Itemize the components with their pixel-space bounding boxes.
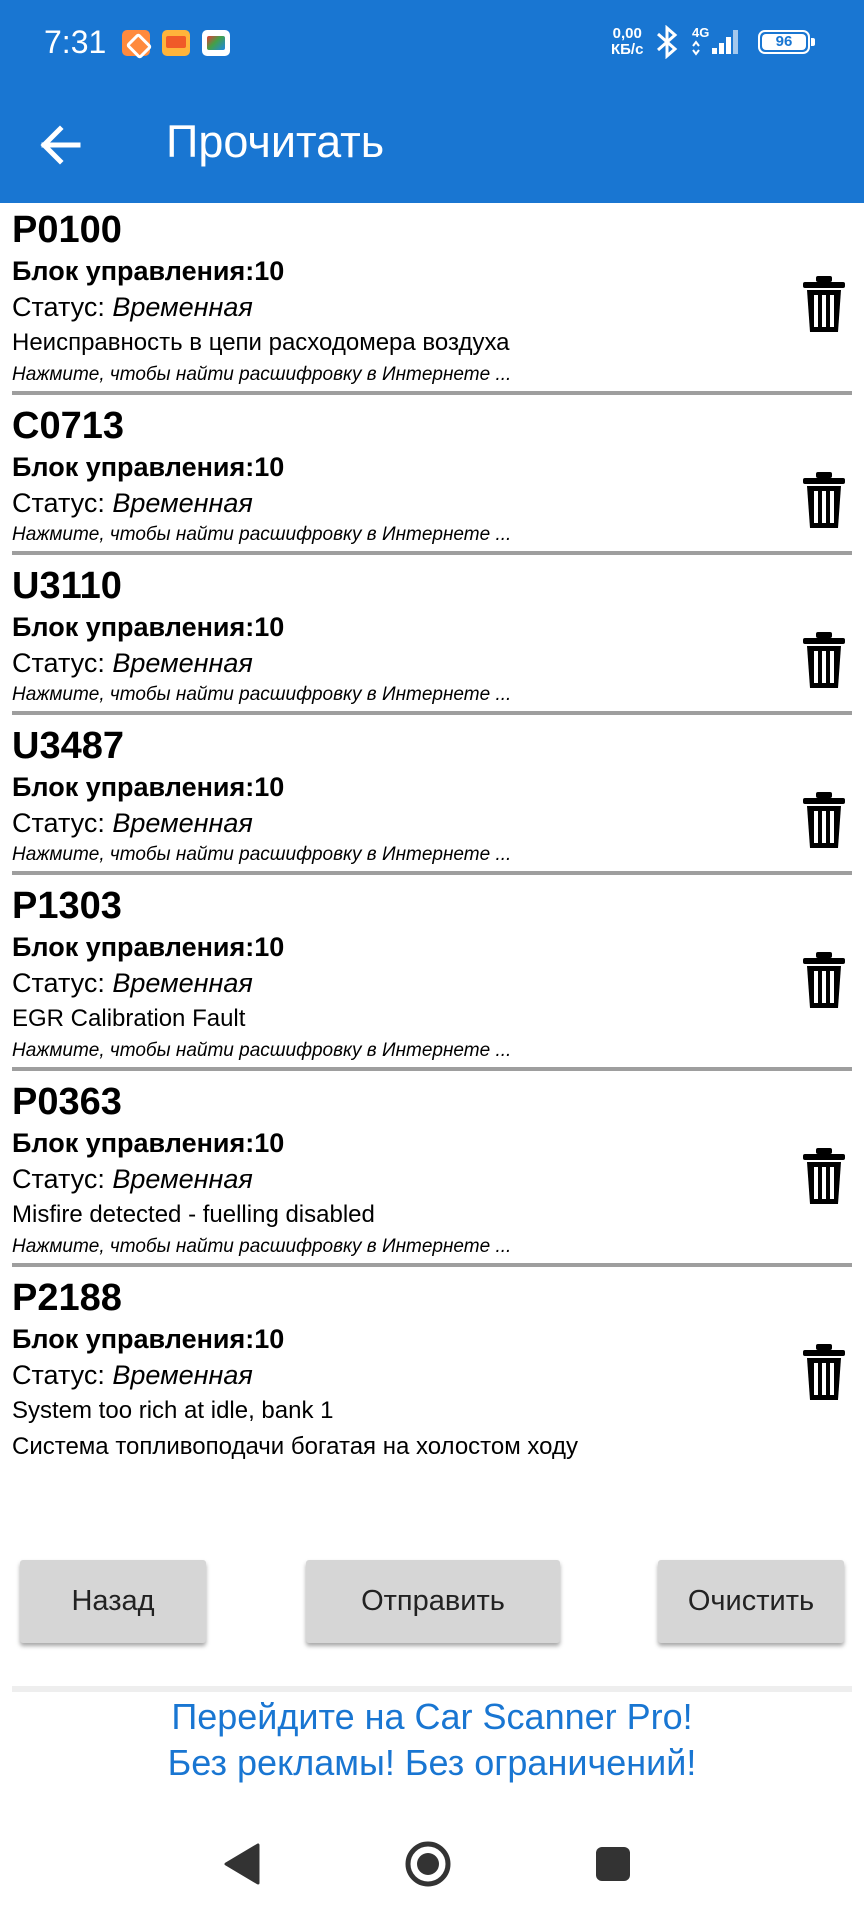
list-item-p0100[interactable]: [0, 203, 864, 395]
status-value: Временная: [112, 1164, 253, 1194]
error-code: C0713: [12, 405, 124, 447]
back-button[interactable]: Назад: [20, 1560, 206, 1643]
list-item-p1303[interactable]: [0, 879, 864, 1071]
nav-back-icon[interactable]: [224, 1843, 260, 1885]
bluetooth-icon: [655, 25, 679, 59]
status-value: Временная: [112, 1360, 253, 1390]
status-line: [12, 485, 852, 521]
promo-line-2: Без рекламы! Без ограничений!: [167, 1742, 697, 1783]
status-label: Статус:: [12, 1360, 105, 1390]
status-value: Временная: [112, 808, 253, 838]
error-description: Неисправность в цепи расходомера воздуха: [12, 329, 510, 356]
control-unit-label: Блок управления:10: [12, 932, 285, 962]
app-bar: [0, 86, 864, 203]
send-button[interactable]: Отправить: [306, 1560, 560, 1643]
control-unit-label: Блок управления:10: [12, 612, 285, 642]
divider: [12, 871, 852, 875]
error-description-ru: Система топливоподачи богатая на холостом ходу: [12, 1433, 578, 1460]
list-item-u3487[interactable]: [0, 719, 864, 875]
divider: [12, 1067, 852, 1071]
net-speed-unit: КБ/с: [611, 41, 644, 58]
trash-icon[interactable]: [802, 471, 846, 529]
status-line: [12, 645, 852, 681]
trash-icon[interactable]: [802, 631, 846, 689]
error-code-list[interactable]: [0, 203, 864, 1520]
search-hint[interactable]: Нажмите, чтобы найти расшифровку в Интернете ...: [12, 1236, 512, 1257]
battery-icon: [758, 30, 810, 54]
control-unit-label: Блок управления:10: [12, 772, 285, 802]
status-label: Статус:: [12, 808, 105, 838]
list-item-u3110[interactable]: [0, 559, 864, 715]
error-code: P2188: [12, 1277, 122, 1319]
trash-icon[interactable]: [802, 951, 846, 1009]
status-line: [12, 805, 852, 841]
error-code: P0100: [12, 209, 122, 251]
search-hint[interactable]: Нажмите, чтобы найти расшифровку в Интернете ...: [12, 1040, 512, 1061]
trash-icon[interactable]: [802, 791, 846, 849]
control-unit-label: Блок управления:10: [12, 1128, 285, 1158]
promo-line-1: Перейдите на Car Scanner Pro!: [171, 1696, 693, 1737]
search-hint[interactable]: Нажмите, чтобы найти расшифровку в Интернете ...: [12, 684, 512, 705]
list-item-c0713[interactable]: [0, 399, 864, 555]
divider: [12, 711, 852, 715]
error-description: Misfire detected - fuelling disabled: [12, 1201, 375, 1228]
divider: [12, 551, 852, 555]
trash-icon[interactable]: [802, 1343, 846, 1401]
status-label: Статус:: [12, 968, 105, 998]
battery-level: 96: [762, 34, 806, 50]
signal-icon: [690, 26, 746, 56]
status-bar: [0, 0, 864, 86]
control-unit-label: Блок управления:10: [12, 452, 285, 482]
divider: [12, 1263, 852, 1267]
net-speed-value: 0,00: [612, 25, 642, 42]
notification-app-icon: [122, 30, 150, 56]
control-unit-label: Блок управления:10: [12, 1324, 285, 1354]
status-line: [12, 1357, 852, 1393]
clear-button[interactable]: Очистить: [658, 1560, 844, 1643]
divider: [12, 391, 852, 395]
status-line: [12, 965, 852, 1001]
page-title: Прочитать: [166, 116, 385, 167]
list-item-p2188[interactable]: [0, 1271, 864, 1465]
search-hint[interactable]: Нажмите, чтобы найти расшифровку в Интернете ...: [12, 524, 512, 545]
nav-recents-icon[interactable]: [596, 1847, 630, 1881]
status-label: Статус:: [12, 292, 105, 322]
error-code: U3487: [12, 725, 124, 767]
error-code: P1303: [12, 885, 122, 927]
status-line: [12, 289, 852, 325]
status-value: Временная: [112, 488, 253, 518]
error-code: P0363: [12, 1081, 122, 1123]
trash-icon[interactable]: [802, 275, 846, 333]
status-value: Временная: [112, 292, 253, 322]
network-type: 4G: [692, 26, 710, 40]
notification-app2-icon: [202, 30, 230, 56]
control-unit-label: Блок управления:10: [12, 256, 285, 286]
ad-divider: [12, 1686, 852, 1692]
trash-icon[interactable]: [802, 1147, 846, 1205]
status-label: Статус:: [12, 648, 105, 678]
error-description: EGR Calibration Fault: [12, 1005, 246, 1032]
net-speed: [611, 26, 643, 58]
status-label: Статус:: [12, 488, 105, 518]
system-nav-bar: [0, 1820, 864, 1920]
search-hint[interactable]: Нажмите, чтобы найти расшифровку в Интернете ...: [12, 364, 512, 385]
arrow-left-icon[interactable]: [30, 110, 100, 180]
nav-home-icon[interactable]: [404, 1840, 452, 1888]
error-description: System too rich at idle, bank 1: [12, 1397, 334, 1424]
list-item-p0363[interactable]: [0, 1075, 864, 1267]
promo-banner[interactable]: [0, 1694, 864, 1786]
notification-mail-icon: [162, 30, 190, 56]
status-label: Статус:: [12, 1164, 105, 1194]
status-line: [12, 1161, 852, 1197]
status-value: Временная: [112, 648, 253, 678]
error-code: U3110: [12, 565, 122, 607]
status-time: 7:31: [44, 24, 107, 60]
status-value: Временная: [112, 968, 253, 998]
search-hint[interactable]: Нажмите, чтобы найти расшифровку в Интернете ...: [12, 844, 512, 865]
